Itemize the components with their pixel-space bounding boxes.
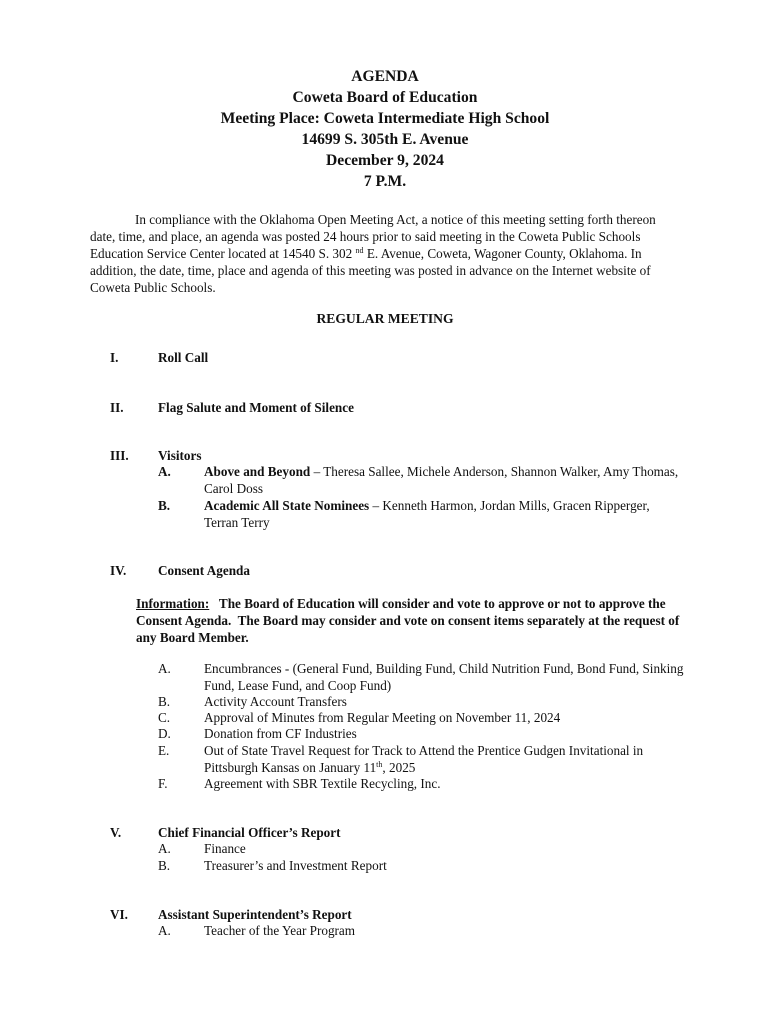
sub-letter: E.: [158, 743, 170, 758]
visitor-academic-all-state: [204, 497, 684, 531]
item-title-flag-salute: Flag Salute and Moment of Silence: [158, 400, 354, 415]
consent-item-sbr-agreement: Agreement with SBR Textile Recycling, Inc.: [204, 776, 441, 791]
item-title-visitors: Visitors: [158, 448, 202, 463]
visitor-above-and-beyond: [204, 463, 684, 497]
intro-text-1: In compliance with the Oklahoma Open Meeting Act, a notice of this meeting setting forth thereon date, time, and place, an agenda was posted 24 hours prior to said meeting in the Coweta Public Schools Education Service Center located at 14540 S. 302: [90, 212, 656, 261]
item-number: III.: [110, 448, 129, 463]
visitor-above-label: Above and Beyond: [204, 464, 311, 479]
consent-item-encumbrances: Encumbrances - (General Fund, Building Fund, Child Nutrition Fund, Bond Fund, Sinking Fund, Lease Fund, and Coop Fund): [204, 661, 684, 693]
header-place: Meeting Place: Coweta Intermediate High School: [220, 110, 550, 127]
item-title-asst-superintendent-report: Assistant Superintendent’s Report: [158, 907, 352, 922]
sub-letter: C.: [158, 710, 171, 725]
header-title: AGENDA: [351, 68, 419, 85]
visitor-above-names: – Theresa Sallee, Michele Anderson, Shannon Walker, Amy Thomas, Carol Doss: [204, 464, 679, 496]
header-time: 7 P.M.: [363, 173, 407, 190]
item-number: V.: [110, 825, 122, 840]
sub-letter: A.: [158, 464, 171, 479]
agenda-header: [0, 66, 770, 192]
cfo-item-finance: Finance: [204, 841, 246, 856]
item-title-roll-call: Roll Call: [158, 350, 209, 365]
item-title-cfo-report: Chief Financial Officer’s Report: [158, 825, 341, 840]
travel-superscript: th: [376, 760, 383, 769]
item-number: VI.: [110, 907, 128, 922]
sub-letter: F.: [158, 776, 168, 791]
visitor-academic-label: Academic All State Nominees: [204, 498, 370, 513]
consent-item-donation: Donation from CF Industries: [204, 726, 357, 741]
intro-paragraph: [90, 211, 670, 296]
consent-item-activity-transfers: Activity Account Transfers: [204, 694, 347, 709]
header-date: December 9, 2024: [326, 152, 444, 169]
sub-letter: B.: [158, 694, 171, 709]
travel-request-year: , 2025: [382, 760, 416, 775]
intro-text-2: E. Avenue, Coweta, Wagoner County, Oklahoma. In addition, the date, time, place and agenda of this meeting was posted in advance on the Internet website of Coweta Public Schools.: [90, 246, 651, 295]
sub-letter: D.: [158, 726, 171, 741]
travel-request-text: Out of State Travel Request for Track to Attend the Prentice Gudgen Invitational in Pittsburgh Kansas on January 11: [204, 743, 644, 775]
information-text: The Board of Education will consider and vote to approve or not to approve the Consent Agenda. The Board may consider and vote on consent items separately at the request of any Board Member.: [136, 596, 683, 645]
consent-item-travel-request: [204, 742, 684, 776]
item-number: II.: [110, 400, 124, 415]
consent-information: [136, 595, 681, 646]
sub-letter: A.: [158, 661, 171, 676]
item-title-consent-agenda: Consent Agenda: [158, 563, 250, 578]
visitor-academic-names: – Kenneth Harmon, Jordan Mills, Gracen Ripperger, Terran Terry: [204, 498, 650, 530]
header-board: Coweta Board of Education: [292, 89, 478, 106]
sub-letter: A.: [158, 923, 171, 938]
section-title: REGULAR MEETING: [316, 311, 454, 326]
cfo-item-treasurer-report: Treasurer’s and Investment Report: [204, 858, 387, 873]
item-number: IV.: [110, 563, 127, 578]
item-number: I.: [110, 350, 119, 365]
header-address: 14699 S. 305th E. Avenue: [301, 131, 469, 148]
sub-letter: B.: [158, 498, 171, 513]
intro-superscript: nd: [355, 246, 364, 255]
consent-item-minutes: Approval of Minutes from Regular Meeting on November 11, 2024: [204, 710, 561, 725]
asst-item-teacher-of-year: Teacher of the Year Program: [204, 923, 356, 938]
information-label: Information:: [136, 596, 210, 611]
sub-letter: A.: [158, 841, 171, 856]
sub-letter: B.: [158, 858, 171, 873]
